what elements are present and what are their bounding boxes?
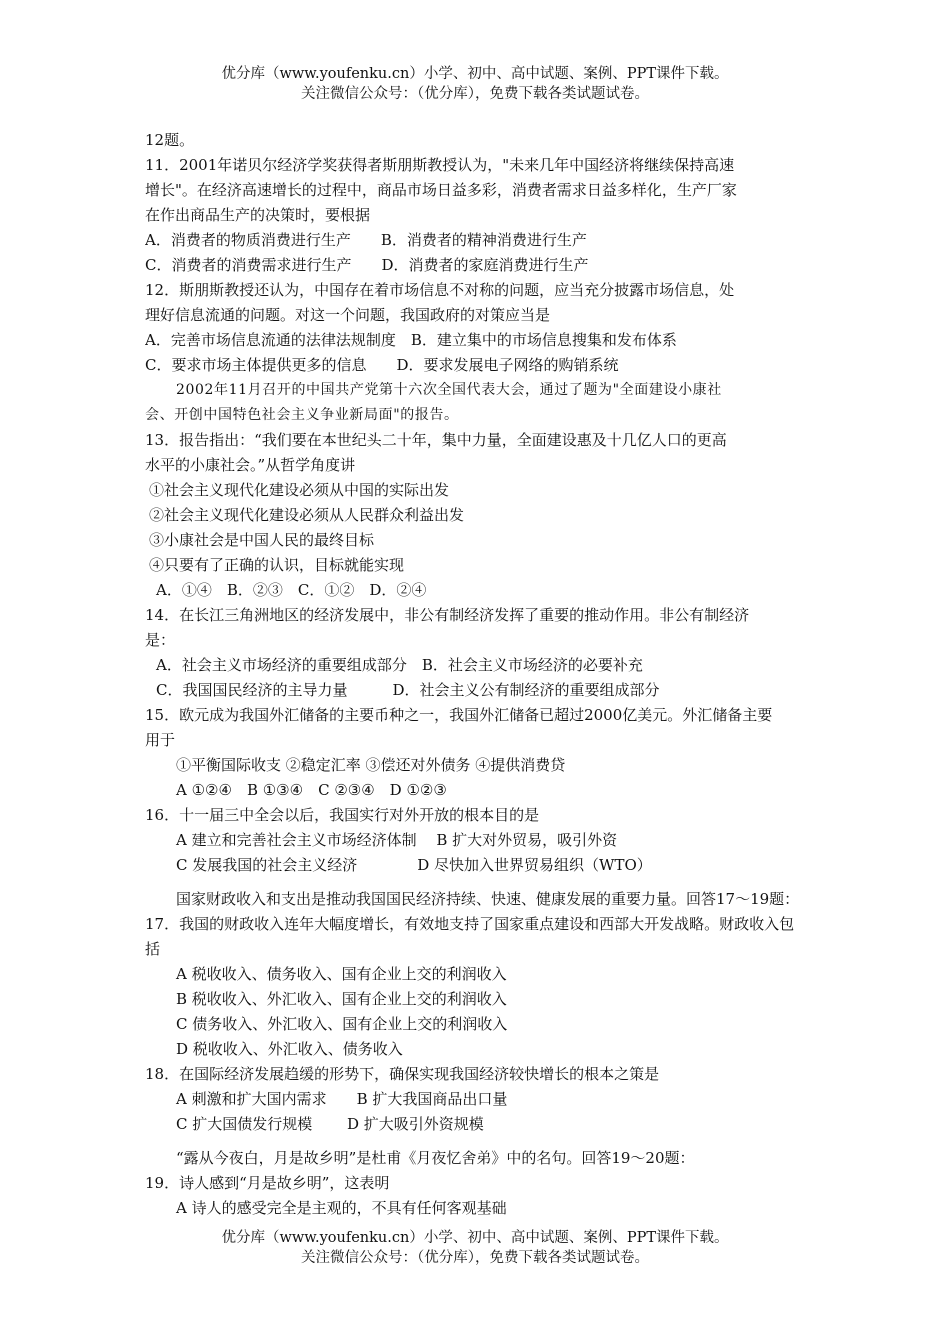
spacer — [145, 878, 813, 887]
passage-intro: 会、开创中国特色社会主义争业新局面"的报告。 — [145, 407, 459, 423]
question-14-stem: 是： — [145, 631, 176, 649]
header-line-2: 关注微信公众号：（优分库），免费下载各类试题试卷。 — [301, 86, 649, 102]
question-15-statement: ①平衡国际收支 ②稳定汇率 ③偿还对外债务 ④提供消费贷 — [176, 756, 566, 774]
question-13-statement: ①社会主义现代化建设必须从中国的实际出发 — [149, 481, 450, 499]
question-19-option: A 诗人的感受完全是主观的，不具有任何客观基础 — [176, 1199, 507, 1217]
question-17-option: D 税收收入、外汇收入、债务收入 — [176, 1040, 403, 1058]
question-11-options: A．消费者的物质消费进行生产 B．消费者的精神消费进行生产 — [145, 231, 587, 249]
page-header — [0, 64, 950, 104]
footer-line-1: 优分库（www.youfenku.cn）小学、初中、高中试题、案例、PPT课件下载。 — [221, 1230, 729, 1246]
question-15-stem: 用于 — [145, 731, 176, 749]
question-18-stem: 18．在国际经济发展趋缓的形势下，确保实现我国经济较快增长的根本之策是 — [145, 1065, 660, 1083]
passage-intro: 国家财政收入和支出是推动我国国民经济持续、快速、健康发展的重要力量。回答17～19题： — [176, 890, 800, 908]
document-body — [145, 128, 813, 1221]
question-12-options: C．要求市场主体提供更多的信息 D．要求发展电子网络的购销系统 — [145, 356, 619, 374]
page-footer — [0, 1228, 950, 1268]
question-13-stem: 水平的小康社会。”从哲学角度讲 — [145, 456, 356, 474]
question-11-options: C．消费者的消费需求进行生产 D．消费者的家庭消费进行生产 — [145, 256, 589, 274]
question-13-statement: ③小康社会是中国人民的最终目标 — [149, 531, 375, 549]
passage-intro: “露从今夜白，月是故乡明”是杜甫《月夜忆舍弟》中的名句。回答19～20题： — [176, 1149, 695, 1167]
footer-line-2: 关注微信公众号：（优分库），免费下载各类试题试卷。 — [301, 1250, 649, 1266]
question-14-stem: 14．在长江三角洲地区的经济发展中，非公有制经济发挥了重要的推动作用。非公有制经济 — [145, 606, 750, 624]
question-19-stem: 19．诗人感到“月是故乡明”，这表明 — [145, 1174, 390, 1192]
question-11-stem: 11．2001年诺贝尔经济学奖获得者斯朋斯教授认为，"未来几年中国经济将继续保持高速 — [145, 156, 735, 174]
passage-intro: 2002年11月召开的中国共产党第十六次全国代表大会，通过了题为"全面建设小康社 — [176, 382, 722, 398]
question-15-stem: 15．欧元成为我国外汇储备的主要币种之一，我国外汇储备已超过2000亿美元。外汇储备主要 — [145, 706, 773, 724]
spacer — [145, 1137, 813, 1146]
question-16-options: C 发展我国的社会主义经济 D 尽快加入世界贸易组织（WTO） — [176, 856, 652, 874]
question-17-stem: 17．我国的财政收入连年大幅度增长，有效地支持了国家重点建设和西部大开发战略。财政收入包 — [145, 915, 795, 933]
question-13-stem: 13．报告指出：“我们要在本世纪头二十年，集中力量，全面建设惠及十几亿人口的更高 — [145, 431, 727, 449]
question-12-stem: 12．斯朋斯教授还认为，中国存在着市场信息不对称的问题，应当充分披露市场信息，处 — [145, 281, 735, 299]
question-17-option: C 债务收入、外汇收入、国有企业上交的利润收入 — [176, 1015, 508, 1033]
question-11-stem: 在作出商品生产的决策时，要根据 — [145, 206, 371, 224]
question-16-stem: 16．十一届三中全会以后，我国实行对外开放的根本目的是 — [145, 806, 540, 824]
question-13-statement: ④只要有了正确的认识，目标就能实现 — [149, 556, 405, 574]
text-line: 12题。 — [145, 131, 195, 149]
question-13-options: A．①④ B．②③ C．①② D．②④ — [156, 581, 427, 599]
header-line-1: 优分库（www.youfenku.cn）小学、初中、高中试题、案例、PPT课件下载。 — [221, 66, 729, 82]
question-13-statement: ②社会主义现代化建设必须从人民群众利益出发 — [149, 506, 465, 524]
question-15-options: A ①②④ B ①③④ C ②③④ D ①②③ — [176, 781, 447, 799]
question-11-stem: 增长"。在经济高速增长的过程中，商品市场日益多彩，消费者需求日益多样化，生产厂家 — [145, 181, 737, 199]
question-12-stem: 理好信息流通的问题。对这一个问题，我国政府的对策应当是 — [145, 306, 551, 324]
question-18-options: A 刺激和扩大国内需求 B 扩大我国商品出口量 — [176, 1090, 508, 1108]
question-16-options: A 建立和完善社会主义市场经济体制 B 扩大对外贸易，吸引外资 — [176, 831, 618, 849]
question-14-options: C．我国国民经济的主导力量 D．社会主义公有制经济的重要组成部分 — [156, 681, 660, 699]
question-17-option: A 税收收入、债务收入、国有企业上交的利润收入 — [176, 965, 507, 983]
question-12-options: A．完善市场信息流通的法律法规制度 B．建立集中的市场信息搜集和发布体系 — [145, 331, 677, 349]
question-17-stem: 括 — [145, 940, 161, 958]
question-18-options: C 扩大国债发行规模 D 扩大吸引外资规模 — [176, 1115, 484, 1133]
question-14-options: A．社会主义市场经济的重要组成部分 B．社会主义市场经济的必要补充 — [156, 656, 643, 674]
question-17-option: B 税收收入、外汇收入、国有企业上交的利润收入 — [176, 990, 507, 1008]
